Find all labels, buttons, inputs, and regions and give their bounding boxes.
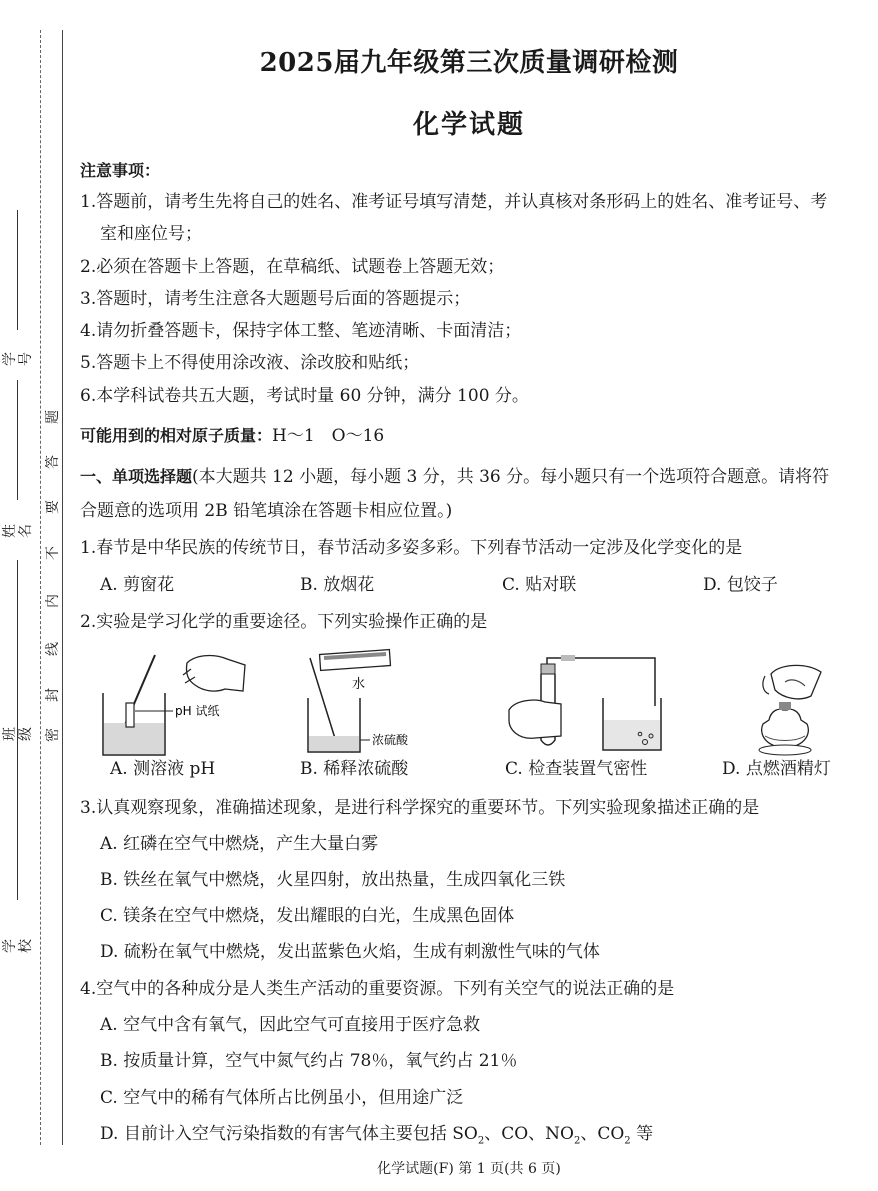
option-b: B. 放烟花 <box>300 575 375 595</box>
warning-char: 密 <box>45 728 61 742</box>
warning-char: 不 <box>45 546 61 560</box>
warning-char: 封 <box>45 688 61 702</box>
option-b: B. 铁丝在氧气中燃烧，火星四射，放出热量，生成四氧化三铁 <box>100 870 566 890</box>
name-blank[interactable] <box>17 560 18 700</box>
figure-measure-ph <box>95 645 255 760</box>
page-footer: 化学试题(F) 第 1 页(共 6 页) <box>377 1161 561 1177</box>
section-desc: (本大题共 12 小题，每小题 3 分，共 36 分。每小题只有一个选项符合题意。请将符 <box>192 467 830 487</box>
warning-char: 内 <box>45 594 61 608</box>
section-title: 一、单项选择题 <box>80 467 193 486</box>
number-label: 学 号 <box>2 352 34 366</box>
option-c: C. 贴对联 <box>502 575 577 595</box>
name-label: 姓 名 <box>2 524 34 538</box>
option-d <box>100 1123 653 1152</box>
notice-item: 6.本学科试卷共五大题，考试时量 60 分钟，满分 100 分。 <box>80 386 529 406</box>
subscript: 2 <box>624 1135 631 1147</box>
option-a: A. 空气中含有氧气，因此空气可直接用于医疗急救 <box>100 1015 481 1035</box>
figure-airtightness <box>505 650 665 755</box>
atomic-mass-line <box>80 425 384 447</box>
option-b: B. 稀释浓硫酸 <box>300 759 409 779</box>
option-d: D. 包饺子 <box>703 575 778 595</box>
notice-item: 1.答题前，请考生先将自己的姓名、准考证号填写清楚，并认真核对条形码上的姓名、准考证号、考 <box>80 192 828 212</box>
question-stem: 2.实验是学习化学的重要途径。下列实验操作正确的是 <box>80 612 488 632</box>
atomic-mass-values: H～1 O～16 <box>272 426 385 446</box>
warning-char: 答 <box>45 455 61 469</box>
subscript: 2 <box>477 1135 485 1147</box>
question-stem: 3.认真观察现象，准确描述现象，是进行科学探究的重要环节。下列实验现象描述正确的是 <box>80 798 760 818</box>
notice-item: 室和座位号； <box>100 224 202 244</box>
cut-line-dashed <box>40 30 41 1145</box>
option-b: B. 按质量计算，空气中氮气约占 78％，氧气约占 21％ <box>100 1051 518 1071</box>
option-a: A. 红磷在空气中燃烧，产生大量白雾 <box>100 834 379 854</box>
water-label: 水 <box>352 677 366 692</box>
notice-item: 2.必须在答题卡上答题，在草稿纸、试题卷上答题无效； <box>80 257 505 277</box>
option-c: C. 镁条在空气中燃烧，发出耀眼的白光，生成黑色固体 <box>100 906 515 926</box>
option-d-prefix: D. 目前计入空气污染指数的有害气体主要包括 SO <box>100 1124 478 1144</box>
figure-dilute-acid <box>300 648 430 758</box>
subscript: 2 <box>573 1135 581 1147</box>
figure-alcohol-lamp <box>735 662 845 757</box>
cut-line-solid <box>62 30 63 1145</box>
ph-paper-label: pH 试纸 <box>175 704 220 718</box>
option-d: D. 点燃酒精灯 <box>722 759 831 779</box>
question-stem: 4.空气中的各种成分是人类生产活动的重要资源。下列有关空气的说法正确的是 <box>80 979 675 999</box>
option-a: A. 剪窗花 <box>100 575 175 595</box>
question-stem: 1.春节是中华民族的传统节日，春节活动多姿多彩。下列春节活动一定涉及化学变化的是 <box>80 538 743 558</box>
extra-blank[interactable] <box>17 210 18 330</box>
exam-title: 2025届九年级第三次质量调研检测 <box>259 48 679 78</box>
section-heading <box>80 466 829 488</box>
option-d-part: 、CO <box>580 1124 625 1144</box>
option-d-part: 等 <box>630 1124 654 1144</box>
class-label: 班 级 <box>2 727 34 741</box>
option-a: A. 测溶液 pH <box>110 759 216 779</box>
option-d: D. 硫粉在氧气中燃烧，发出蓝紫色火焰，生成有刺激性气味的气体 <box>100 942 600 962</box>
atomic-mass-label: 可能用到的相对原子质量： <box>80 426 273 445</box>
section-desc-cont: 合题意的选项用 2B 铅笔填涂在答题卡相应位置。) <box>80 501 453 521</box>
warning-char: 线 <box>45 642 61 656</box>
warning-char: 要 <box>45 500 61 514</box>
option-d-part: 、CO、NO <box>484 1124 574 1144</box>
subject-title: 化学试题 <box>412 110 525 140</box>
warning-char: 题 <box>45 410 61 424</box>
notice-heading: 注意事项： <box>80 161 161 180</box>
binding-margin <box>0 0 70 1191</box>
notice-item: 4.请勿折叠答题卡，保持字体工整、笔迹清晰、卡面清洁； <box>80 321 522 341</box>
notice-item: 5.答题卡上不得使用涂改液、涂改胶和贴纸； <box>80 353 420 373</box>
conc-acid-label: 浓硫酸 <box>372 733 409 747</box>
notice-item: 3.答题时，请考生注意各大题题号后面的答题提示； <box>80 289 471 309</box>
school-label: 学 校 <box>2 939 34 953</box>
option-c: C. 检查装置气密性 <box>505 759 648 779</box>
number-blank[interactable] <box>17 380 18 500</box>
option-c: C. 空气中的稀有气体所占比例虽小，但用途广泛 <box>100 1088 464 1108</box>
